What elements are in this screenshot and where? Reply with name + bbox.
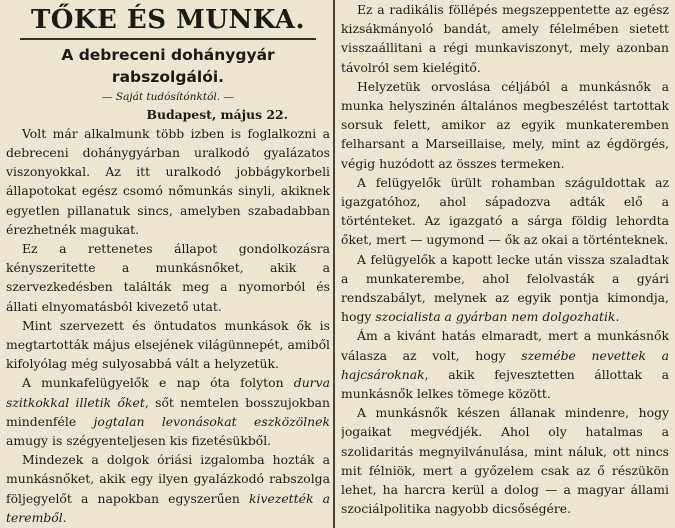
article-headline: A debreceni dohánygyár rabszolgálói. [61,45,275,86]
paragraph-4-text-b: , sőt nemtelen bosszujokban mindenféle [6,394,330,429]
paragraph-5-text-b: . [62,509,67,525]
paragraph-10 [341,326,669,403]
paragraph-5-emphasis: kivezették a teremből [6,490,330,525]
paragraph-4-text-a: A munkafelügyelők e nap óta folyton [22,375,294,391]
paragraph-5 [6,450,330,527]
paragraph-4-emphasis-1: durva szitkokkal illetik őket [6,375,330,410]
section-masthead: TŐKE ÉS MUNKA. [30,5,306,35]
article-byline: — Saját tudósítónktól. — [102,90,234,103]
paragraph-2: Ez a rettenetes állapot gondolkozásra kényszeritette a munkásnőket, akik a szervezkedésben találták meg a nyomorból és állati elnyomatásból kivezető utat. [6,240,330,314]
paragraph-9 [341,250,669,327]
paragraph-4-emphasis-2: jogtalan levonásokat eszközölnek [93,413,330,429]
paragraph-4 [6,373,330,450]
paragraph-9-text-a: A felügyelők a kapott lecke után vissza szaladtak a munkaterembe, ahol felolvasták a gyári rendszabályt, melynek az egyik pontja kimondja, hogy [341,251,669,325]
paragraph-1: Volt már alkalmunk több izben is foglalkozni a debreceni dohánygyárban uralkodó gyalázatos viszonyokkal. Az itt uralkodó jobbágykorbeli állapotokat egész csomó nőmunkás sinyli, akiknek egyetlen pillanatuk sincs, amelyben szabadabban érezhetnék magukat. [6,125,330,237]
article-dateline: Budapest, május 22. [146,106,288,122]
paragraph-9-text-b: . [615,309,620,325]
paragraph-3: Mint szervezett és öntudatos munkások ők is megtartották május elsejének világünnepét, amiből kifolyólag még sulyosabbá vált a helyzetük. [6,317,330,372]
paragraph-7: Helyzetük orvoslása céljából a munkásnők a munka helyszinén általános megbeszélést tartottak sorsuk felett, amikor az egyik munkateremben felharsant a Marseillaise, mely, mint az égdörgés, végig huzódott az összes termeken. [341,78,669,171]
paragraph-6: Ez a radikális föllépés megszeppentette az egész kizsákmányoló bandát, amely félelmében sietett visszaállitani a régi munkaviszonyt, mely azonban távolról sem kielégitő. [341,2,669,75]
paragraph-10-emphasis: szemébe nevettek a hajcsároknak [341,347,669,382]
column-divider [333,0,335,528]
paragraph-5-text-a: Mindezek a dolgok óriási izgalomba hozták a munkásnőket, akik egy ilyen gyalázkodó rabszolga följegyelőt a napokban egyszerűen [6,452,330,506]
paragraph-10-text-b: , akik fejvesztetten állottak a munkásnők lelkes tömege között. [341,366,669,402]
paragraph-4-text-c: amugy is szégyenteljesen kis fizetésükből. [6,432,272,448]
masthead-rule [20,38,316,40]
paragraph-9-emphasis: szocialista a gyárban nem dolgozhatik [375,309,616,325]
paragraph-8: A felügyelők ürült rohamban száguldottak az igazgatóhoz, ahol sápadozva adták elő a történteket. Az igazgató a sárga földig lehordta őket, mert — ugymond — ők az okai a történteknek. [341,174,669,248]
left-column [6,0,330,528]
paragraph-11: A munkásnők készen állanak mindenre, hogy jogaikat megvédjék. Ahol oly hatalmas a szolidaritás megnyilvánulása, mint náluk, ott nincs mit félniök, mert a győzelem csak az ő részükön lehet, ha harcra kerül a dolog — a magyar állami szociálpolitika nagyobb dicsőségére. [341,405,669,517]
paragraph-10-text-a: Ám a kivánt hatás elmaradt, mert a munkásnők válasza az volt, hogy [341,328,669,363]
right-column [341,0,669,528]
